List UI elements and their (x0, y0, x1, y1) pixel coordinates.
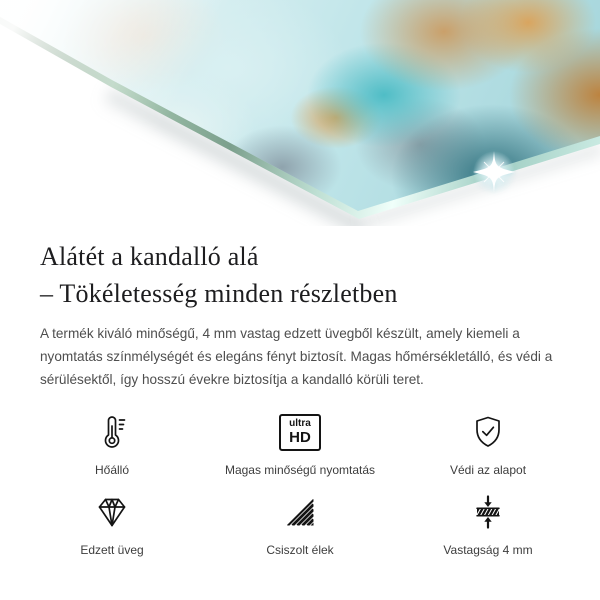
page-title (40, 238, 560, 312)
feature-label: Edzett üveg (80, 543, 144, 557)
shield-check-icon (468, 412, 508, 452)
feature-label: Csiszolt élek (266, 543, 334, 557)
feature-label: Védi az alapot (449, 463, 527, 477)
feature-thickness-4mm (394, 489, 582, 557)
feature-ultra-hd-print (206, 409, 394, 477)
page-title-line1: Alátét a kandalló alá (40, 242, 259, 271)
features-grid (18, 409, 582, 557)
product-image (0, 0, 600, 226)
feature-label: Vastagság 4 mm (443, 543, 533, 557)
sparkle-glint-icon (472, 150, 516, 194)
feature-tempered-glass (18, 489, 206, 557)
diamond-icon (92, 492, 132, 532)
feature-polished-edges (206, 489, 394, 557)
feature-label: Magas minőségű nyomtatás (224, 463, 376, 477)
thickness-icon (468, 492, 508, 532)
ultra-hd-icon: ultra HD (279, 414, 321, 451)
page-title-line2: – Tökéletesség minden részletben (40, 279, 398, 308)
thermometer-icon (92, 412, 132, 452)
polished-edges-icon (280, 492, 320, 532)
feature-label: Hőálló (94, 463, 130, 477)
feature-protects-base (394, 409, 582, 477)
product-description: A termék kiváló minőségű, 4 mm vastag edzett üvegből készült, amely kiemeli a nyomtatás színmélységét és elegáns fényt biztosít. Magas hőmérsékletálló, és védi a sérülésektől, így hosszú évekre biztosítja a kandalló körüli teret. (40, 326, 553, 387)
product-text-block (0, 238, 600, 557)
feature-heat-resistant (18, 409, 206, 477)
